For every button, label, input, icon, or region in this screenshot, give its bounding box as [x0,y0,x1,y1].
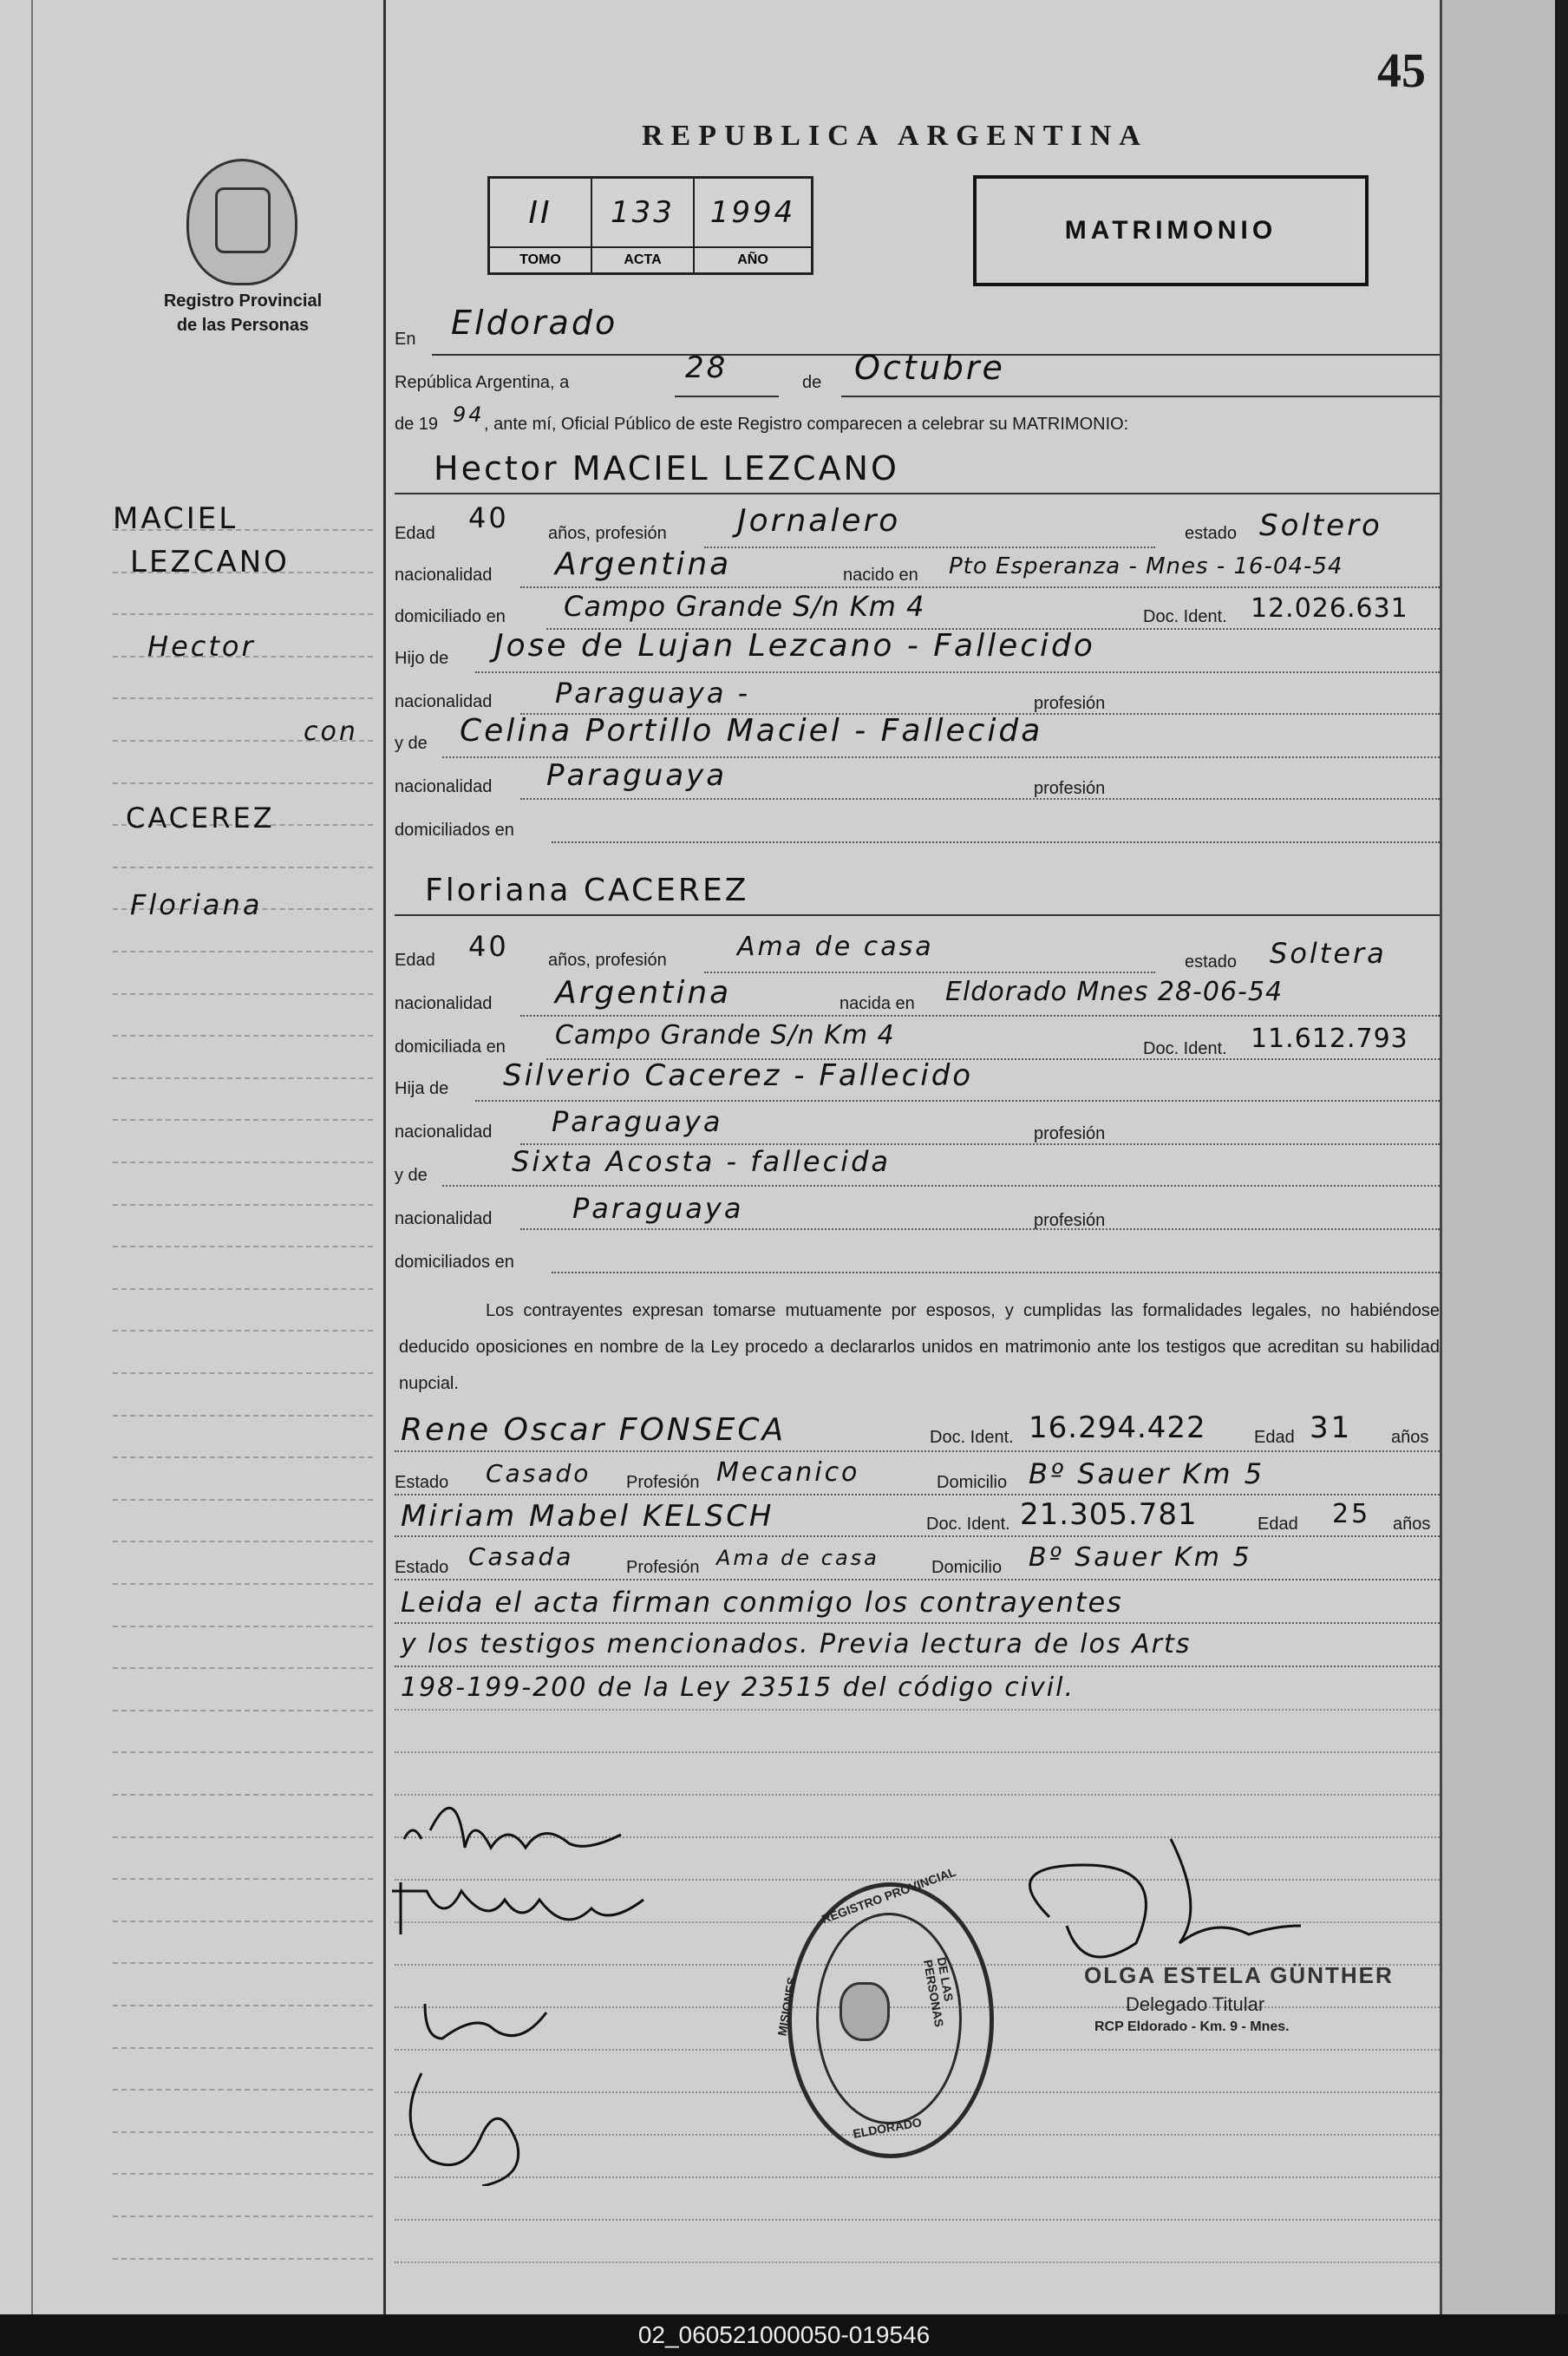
groom-name-line [395,493,1440,494]
margin-rule-line [113,1162,373,1163]
margin-rule-line [113,1878,373,1880]
bride-doc-label: Doc. Ident. [1143,1039,1227,1058]
archive-id-bar [0,2314,1568,2356]
witness1-age: 31 [1310,1410,1353,1445]
office-name-line1: Registro Provincial [163,291,323,311]
bride-mother-line [442,1185,1440,1187]
groom-profession-line [704,546,1155,548]
margin-rule-line [113,1921,373,1922]
declaration-text: Los contrayentes expresan tomarse mutuamente por esposos, y cumplidas las formalidades legales, no habiéndose deducido oposiciones en nombre de la Ley procedo a declararlos unidos en matrimonio ante los testigos que acreditan su habilidad nupcial. [399,1301,1440,1393]
witness2-line [395,1535,1440,1537]
witness1-domicilio-label: Domicilio [937,1473,1008,1492]
month-value: Octubre [854,349,1005,387]
bride-father-prof-label: profesión [1034,1124,1106,1143]
groom-father-nat-label: nacionalidad [395,692,493,711]
bride-mother-nat: Paraguaya [572,1192,744,1225]
day-line [675,396,779,397]
margin-rule-line [113,993,373,995]
closing-line-3: 198-199-200 de la Ley 23515 del código civil. [401,1672,1075,1703]
groom-doc-label: Doc. Ident. [1143,607,1227,626]
margin-note-given2: Floriana [130,888,263,921]
bride-nacida-label: nacida en [840,994,915,1013]
groom-domiciliados-line [552,841,1440,843]
margin-rule-line [113,1456,373,1458]
margin-rule-line [113,1710,373,1711]
margin-divider [383,0,386,2314]
bride-father-nat-label: nacionalidad [395,1122,493,1142]
de-label: de [802,373,822,392]
witness2-doc: 21.305.781 [1020,1497,1198,1532]
archive-id: 02_060521000050-019546 [637,2321,931,2348]
act-type-box: MATRIMONIO [973,175,1369,286]
closing-rule-1 [395,1622,1440,1624]
groom-father-nat: Paraguaya - [555,677,751,710]
groom-hijo-label: Hijo de [395,649,449,668]
margin-rule-line [113,1415,373,1417]
groom-nat-label: nacionalidad [395,566,493,585]
witness1-name: Rene Oscar FONSECA [401,1412,787,1448]
margin-rule-line [113,1330,373,1332]
book-spine [1440,0,1555,2314]
witness1-edad-label: Edad [1254,1428,1295,1447]
margin-rule-line [113,1583,373,1585]
bride-profesion-label: años, profesión [548,951,667,970]
groom-estado-label: estado [1185,524,1238,543]
groom-profesion-label: años, profesión [548,524,667,543]
lower-rule-line [395,2176,1440,2178]
bride-estado-label: estado [1185,952,1238,972]
witness2-doc-label: Doc. Ident. [926,1515,1010,1534]
witness1-profesion-label: Profesión [626,1473,700,1492]
groom-domiciliados-label: domiciliados en [395,821,514,840]
margin-rule-line [113,1035,373,1037]
bride-father-line [475,1100,1440,1102]
groom-mother-nat-label: nacionalidad [395,777,493,796]
appear-text: , ante mí, Oficial Público de este Registro comparecen a celebrar su MATRIMONIO: [484,415,1129,434]
margin-rule-line [113,1372,373,1374]
witness1-doc: 16.294.422 [1029,1410,1206,1445]
bride-birth: Eldorado Mnes 28-06-54 [945,977,1284,1007]
bride-domicile: Campo Grande S/n Km 4 [555,1020,895,1050]
witness2-edad-label: Edad [1258,1515,1298,1534]
margin-rule-line [113,1962,373,1964]
page-edge-line [31,0,33,2314]
closing-line-2: y los testigos mencionados. Previa lectura de los Arts [401,1629,1192,1659]
margin-rule-line [113,1626,373,1627]
witness2-profession: Ama de casa [716,1546,879,1570]
witness2-signature [395,2065,534,2186]
groom-domicile: Campo Grande S/n Km 4 [564,590,925,623]
witness2-estado: Casada [468,1542,574,1571]
margin-rule-line [113,1667,373,1669]
month-line [841,396,1440,397]
witness1-domicile: Bº Sauer Km 5 [1029,1457,1265,1490]
official-title: Delegado Titular [1126,1993,1265,2015]
groom-mother-nat: Paraguaya [546,758,728,793]
witness2-age: 25 [1332,1499,1371,1529]
margin-note-surname3: CACEREZ [126,802,275,834]
official-stamp [774,1864,994,2158]
margin-rule-line [113,2005,373,2006]
lower-rule-line [395,2219,1440,2221]
margin-rule-line [113,2258,373,2260]
margin-note-con: con [304,717,358,747]
groom-estado: Soltero [1259,508,1382,543]
margin-rule-line [113,697,373,699]
office-name-line2: de las Personas [176,316,310,335]
margin-rule-line [113,2047,373,2049]
groom-nat-line [520,586,1440,588]
margin-rule-line [113,951,373,952]
groom-dom-label: domiciliado en [395,607,506,626]
groom-father-line [475,671,1440,673]
bride-profession-line [704,972,1155,973]
groom-profession: Jornalero [737,503,901,539]
country-heading: REPUBLICA ARGENTINA [642,120,1148,152]
margin-rule-line [113,1794,373,1796]
bride-dom-label: domiciliada en [395,1037,506,1057]
margin-rule-line [113,1751,373,1753]
groom-age: 40 [468,501,509,534]
margin-rule-line [113,2173,373,2175]
witness1-estado-label: Estado [395,1473,449,1492]
bride-hija-label: Hija de [395,1079,449,1098]
margin-note-surname2: LEZCANO [130,545,290,579]
bride-domiciliados-label: domiciliados en [395,1253,514,1272]
official-signature [997,1822,1310,1978]
bride-doc: 11.612.793 [1251,1024,1408,1054]
year-label: de 19 [395,415,439,434]
groom-mother-prof-label: profesión [1034,779,1106,798]
witness2-profesion-label: Profesión [626,1558,700,1577]
bride-profession: Ama de casa [737,932,934,962]
witness1-profession: Mecanico [716,1457,860,1488]
groom-nacido-label: nacido en [843,566,918,585]
acta-value: 133 [592,179,695,246]
provincial-crest-icon [186,159,297,285]
margin-rule-line [113,1836,373,1838]
official-office: RCP Eldorado - Km. 9 - Mnes. [1094,2019,1290,2034]
bride-father-nat: Paraguaya [552,1105,723,1138]
bride-name: Floriana CACEREZ [425,873,749,908]
stamp-left-text: MISIONES [774,1975,800,2038]
page-number: 45 [1377,44,1426,98]
margin-rule-line [113,1499,373,1501]
margin-rule-line [113,1119,373,1121]
margin-rule-line [113,1246,373,1247]
margin-rule-line [113,1541,373,1542]
margin-rule-line [113,2131,373,2133]
ano-label: AÑO [695,246,811,272]
groom-signature [395,1796,656,1865]
official-name: OLGA ESTELA GÜNTHER [1084,1962,1394,1988]
bride-nationality: Argentina [555,975,732,1011]
bride-yde-label: y de [395,1166,428,1185]
republica-label: República Argentina, a [395,373,570,392]
witness2-domicile: Bº Sauer Km 5 [1029,1542,1252,1573]
stamp-bottom-text: ELDORADO [852,2115,923,2141]
groom-doc: 12.026.631 [1251,593,1408,624]
witness1-signature [416,1995,590,2056]
witness2-anos-label: años [1393,1515,1431,1534]
ano-value: 1994 [709,195,796,230]
margin-rule-line [113,1077,373,1079]
lower-rule-line [395,1751,1440,1753]
bride-mother-nat-label: nacionalidad [395,1209,493,1228]
groom-name: Hector MACIEL LEZCANO [434,449,899,488]
place-value: Eldorado [451,304,618,342]
witness1-estado: Casado [486,1459,591,1488]
margin-rule-line [113,782,373,784]
witness1-line2 [395,1494,1440,1495]
stamp-right-text: DE LAS PERSONAS [920,1956,957,2028]
bride-signature [392,1874,670,1952]
margin-rule-line [113,2215,373,2217]
lower-rule-line [395,1709,1440,1711]
margin-rule-line [113,867,373,868]
margin-rule-line [113,2089,373,2091]
groom-mother: Celina Portillo Maciel - Fallecida [460,713,1043,749]
bride-mother: Sixta Acosta - fallecida [512,1145,891,1178]
witness2-name: Miriam Mabel KELSCH [401,1499,774,1534]
tomo-label: TOMO [490,246,592,272]
acta-label: ACTA [592,246,695,272]
closing-line-1: Leida el acta firman conmigo los contrayentes [401,1586,1123,1619]
bride-age: 40 [468,930,509,963]
margin-note-given1: Hector [147,630,256,663]
groom-father-prof-label: profesión [1034,694,1106,713]
margin-rule-line [113,613,373,615]
witness1-doc-label: Doc. Ident. [930,1428,1014,1447]
bride-father: Silverio Cacerez - Fallecido [503,1058,974,1093]
witness2-line2 [395,1579,1440,1580]
bride-edad-label: Edad [395,951,435,970]
witness1-line [395,1450,1440,1452]
bride-domiciliados-line [552,1272,1440,1273]
en-label: En [395,330,416,349]
witness1-anos-label: años [1391,1428,1429,1447]
margin-rule-line [113,1204,373,1206]
bride-name-line [395,914,1440,916]
stamp-crest-icon [840,1982,890,2041]
tomo-acta-ano-box [487,176,813,275]
groom-birth: Pto Esperanza - Mnes - 16-04-54 [949,553,1343,579]
year-value: 94 [453,402,485,427]
bride-mother-nat-line [520,1228,1440,1230]
bride-estado: Soltera [1270,937,1387,970]
tomo-value: II [490,179,592,246]
closing-rule-2 [395,1666,1440,1667]
groom-edad-label: Edad [395,524,435,543]
bride-nat-label: nacionalidad [395,994,493,1013]
groom-father: Jose de Lujan Lezcano - Fallecido [494,628,1095,664]
witness2-domicilio-label: Domicilio [931,1558,1003,1577]
groom-mother-nat-line [520,798,1440,800]
margin-note-surname1: MACIEL [113,501,238,536]
bride-mother-prof-label: profesión [1034,1211,1106,1230]
day-value: 28 [685,350,728,385]
margin-rule-line [113,1288,373,1290]
stamp-top-text: REGISTRO PROVINCIAL [820,1864,958,1927]
groom-nationality: Argentina [555,546,732,582]
groom-yde-label: y de [395,734,428,753]
lower-rule-line [395,2261,1440,2263]
witness2-estado-label: Estado [395,1558,449,1577]
bride-nat-line [520,1015,1440,1017]
